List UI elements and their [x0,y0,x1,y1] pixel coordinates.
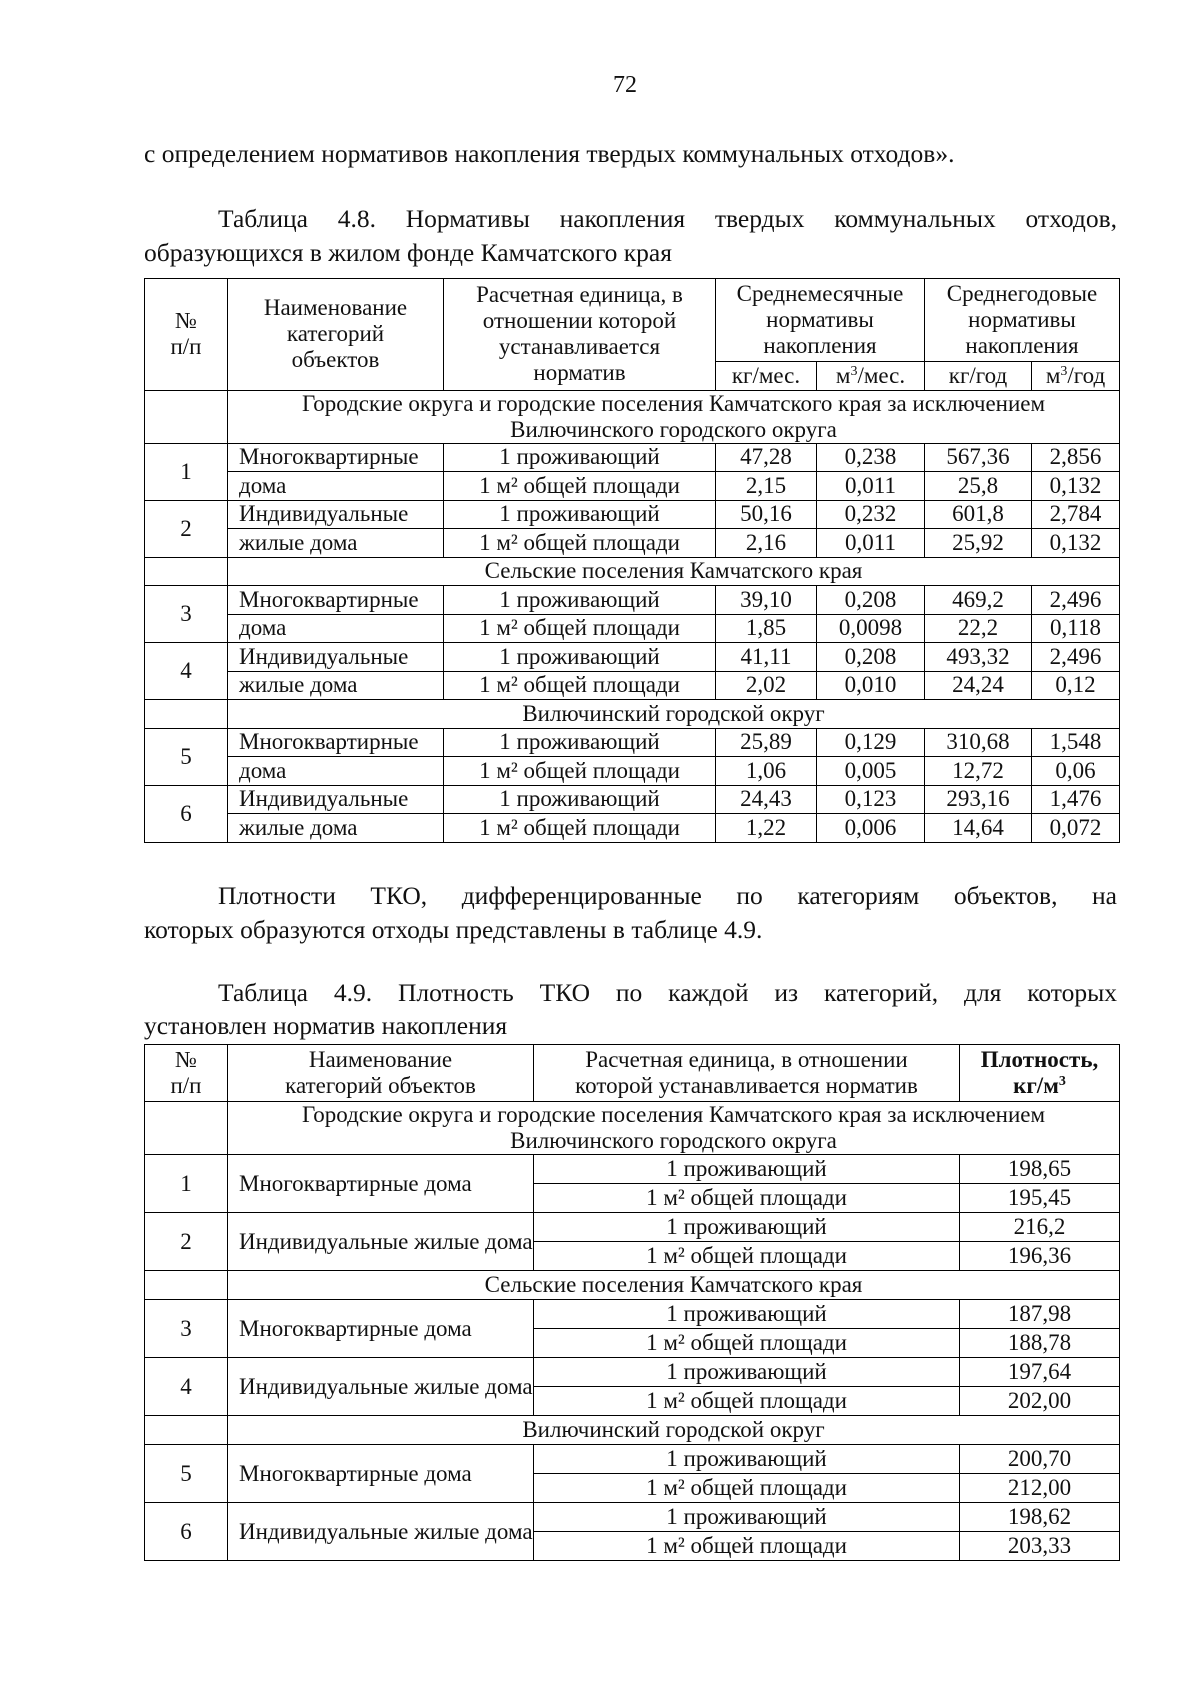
table-row [145,1213,1120,1242]
unit-cell: 1 проживающий [444,586,716,615]
value-cell: 25,8 [925,472,1032,501]
density-value: 196,36 [960,1242,1120,1271]
value-cell: 25,92 [925,529,1032,558]
value-cell: 1,476 [1032,785,1120,814]
value-cell: 41,11 [716,643,817,672]
category-name: дома [228,757,444,786]
header-density [960,1045,1120,1102]
header-unit: Расчетная единица, в отношении которой устанавливается норматив [534,1045,960,1102]
section-title-line: Вилючинского городского округа [510,1128,837,1153]
value-cell: 2,496 [1032,586,1120,615]
value-cell: 1,06 [716,757,817,786]
density-unit [1013,1073,1066,1098]
value-cell: 50,16 [716,500,817,529]
value-cell: 2,02 [716,671,817,700]
section-title-line: Вилючинский городской округ [522,1417,825,1442]
unit-text: м [835,362,851,388]
unit-cell: 1 проживающий [444,500,716,529]
value-cell: 2,15 [716,472,817,501]
unit-cell: 1 м² общей площади [534,1242,960,1271]
table-row [145,1503,1120,1532]
row-number: 3 [145,586,228,643]
value-cell: 2,496 [1032,643,1120,672]
unit-superscript: 3 [850,363,858,379]
density-label: Плотность, [980,1047,1099,1072]
section-title [228,1102,1120,1155]
table-row [145,614,1120,643]
value-cell: 493,32 [925,643,1032,672]
section-row [145,1416,1120,1445]
value-cell: 0,006 [817,814,925,843]
value-cell: 469,2 [925,586,1032,615]
row-number: 6 [145,1503,228,1561]
table49-caption-line1: Таблица 4.9. Плотность ТКО по каждой из категорий, для которых [218,978,1117,1007]
header-name: Наименование категорий объектов [228,1045,534,1102]
row-number: 6 [145,785,228,842]
table-4-9 [144,1044,1120,1561]
section-title [228,1416,1120,1445]
empty-cell [145,1416,228,1445]
intro-line: с определением нормативов накопления твердых коммунальных отходов». [144,139,955,168]
value-cell: 2,856 [1032,443,1120,472]
value-cell: 0,0098 [817,614,925,643]
row-number: 3 [145,1300,228,1358]
category-name: Индивидуальные [228,500,444,529]
table-row [145,1300,1120,1329]
empty-cell [145,700,228,729]
table-row [145,728,1120,757]
unit-cell: 1 проживающий [444,785,716,814]
unit-cell: 1 проживающий [444,643,716,672]
header-m3-year [1032,362,1120,391]
unit-text: /мес. [857,362,906,388]
value-cell: 0,011 [817,472,925,501]
category-name: Многоквартирные [228,586,444,615]
table-4-8 [144,278,1120,843]
category-name: Многоквартирные дома [228,1300,534,1358]
unit-cell: 1 м² общей площади [444,614,716,643]
value-cell: 24,24 [925,671,1032,700]
table-row [145,814,1120,843]
value-cell: 12,72 [925,757,1032,786]
table-row [145,671,1120,700]
category-name: жилые дома [228,671,444,700]
section-title-line: Вилючинского городского округа [510,416,837,442]
table-row [145,443,1120,472]
header-name: Наименование категорий объектов [228,279,444,391]
unit-cell: 1 проживающий [444,728,716,757]
value-cell: 1,548 [1032,728,1120,757]
unit-cell: 1 проживающий [444,443,716,472]
page-number: 72 [613,72,637,98]
section-row [145,1102,1120,1155]
category-name: Многоквартирные [228,728,444,757]
value-cell: 0,06 [1032,757,1120,786]
unit-cell: 1 м² общей площади [444,529,716,558]
density-value: 198,62 [960,1503,1120,1532]
value-cell: 0,005 [817,757,925,786]
unit-superscript: 3 [1060,363,1068,379]
section-title-line: Городские округа и городские поселения Камчатского края за исключением [301,390,1046,416]
section-title [228,700,1120,729]
value-cell: 14,64 [925,814,1032,843]
table-row [145,757,1120,786]
empty-cell [145,1102,228,1155]
value-cell: 1,85 [716,614,817,643]
value-cell: 601,8 [925,500,1032,529]
value-cell: 1,22 [716,814,817,843]
value-cell: 567,36 [925,443,1032,472]
section-title [228,390,1120,443]
table-row [145,1358,1120,1387]
row-number: 5 [145,728,228,785]
table-header-row [145,1045,1120,1102]
table-header-row [145,279,1120,362]
value-cell: 0,238 [817,443,925,472]
empty-cell [145,557,228,586]
unit-cell: 1 м² общей площади [444,757,716,786]
value-cell: 0,118 [1032,614,1120,643]
table49-caption-line2: установлен норматив накопления [144,1011,508,1040]
value-cell: 293,16 [925,785,1032,814]
unit-text: м [1045,362,1061,388]
header-kg-year: кг/год [925,362,1032,391]
density-value: 216,2 [960,1213,1120,1242]
unit-cell: 1 м² общей площади [534,1474,960,1503]
category-name: Индивидуальные [228,785,444,814]
paragraph-line1: Плотности ТКО, дифференцированные по категориям объектов, на [218,881,1117,910]
section-title [228,1271,1120,1300]
value-cell: 0,208 [817,586,925,615]
category-name: Индивидуальные [228,643,444,672]
section-title-line: Вилючинский городской округ [522,700,825,726]
value-cell: 0,12 [1032,671,1120,700]
value-cell: 24,43 [716,785,817,814]
density-value: 203,33 [960,1532,1120,1561]
header-m3-month [817,362,925,391]
category-name: Индивидуальные жилые дома [228,1213,534,1271]
value-cell: 310,68 [925,728,1032,757]
section-row [145,557,1120,586]
value-cell: 2,16 [716,529,817,558]
category-name: Многоквартирные дома [228,1445,534,1503]
value-cell: 22,2 [925,614,1032,643]
unit-cell: 1 проживающий [534,1300,960,1329]
table-row [145,529,1120,558]
category-name: Индивидуальные жилые дома [228,1358,534,1416]
value-cell: 0,011 [817,529,925,558]
value-cell: 0,072 [1032,814,1120,843]
density-value: 202,00 [960,1387,1120,1416]
header-kg-month: кг/мес. [716,362,817,391]
density-value: 187,98 [960,1300,1120,1329]
value-cell: 39,10 [716,586,817,615]
section-title-line: Сельские поселения Камчатского края [484,558,863,584]
empty-cell [145,1271,228,1300]
header-num: № п/п [145,1045,228,1102]
table-row [145,500,1120,529]
category-name: Многоквартирные [228,443,444,472]
value-cell: 47,28 [716,443,817,472]
unit-cell: 1 м² общей площади [444,671,716,700]
unit-text: кг/м [1013,1073,1059,1098]
category-name: дома [228,472,444,501]
value-cell: 0,132 [1032,472,1120,501]
density-value: 195,45 [960,1184,1120,1213]
unit-cell: 1 м² общей площади [534,1184,960,1213]
category-name: дома [228,614,444,643]
unit-cell: 1 проживающий [534,1155,960,1184]
category-name: Индивидуальные жилые дома [228,1503,534,1561]
row-number: 2 [145,500,228,557]
value-cell: 0,129 [817,728,925,757]
category-name: Многоквартирные дома [228,1155,534,1213]
value-cell: 2,784 [1032,500,1120,529]
row-number: 4 [145,643,228,700]
unit-cell: 1 м² общей площади [444,472,716,501]
header-unit: Расчетная единица, в отношении которой устанавливается норматив [444,279,716,391]
unit-cell: 1 м² общей площади [534,1329,960,1358]
unit-text: /год [1067,362,1106,388]
density-value: 197,64 [960,1358,1120,1387]
unit-cell: 1 проживающий [534,1445,960,1474]
unit-superscript: 3 [1058,1074,1066,1089]
value-cell: 0,232 [817,500,925,529]
unit-cell: 1 проживающий [534,1213,960,1242]
table-row [145,586,1120,615]
value-cell: 0,010 [817,671,925,700]
table-row [145,1155,1120,1184]
table-row [145,1445,1120,1474]
empty-cell [145,390,228,443]
section-row [145,700,1120,729]
table-row [145,643,1120,672]
table48-caption-line2: образующихся в жилом фонде Камчатского края [144,238,672,267]
row-number: 2 [145,1213,228,1271]
paragraph-line2: которых образуются отходы представлены в таблице 4.9. [144,915,763,944]
density-value: 200,70 [960,1445,1120,1474]
density-value: 212,00 [960,1474,1120,1503]
section-row [145,1271,1120,1300]
section-title-line: Сельские поселения Камчатского края [484,1272,863,1297]
unit-cell: 1 м² общей площади [534,1532,960,1561]
value-cell: 0,123 [817,785,925,814]
section-title [228,557,1120,586]
row-number: 4 [145,1358,228,1416]
table48-caption-line1: Таблица 4.8. Нормативы накопления твердых коммунальных отходов, [218,204,1117,233]
table-row [145,472,1120,501]
unit-cell: 1 проживающий [534,1503,960,1532]
unit-cell: 1 м² общей площади [444,814,716,843]
header-yearly: Среднегодовые нормативы накопления [925,279,1120,362]
row-number: 5 [145,1445,228,1503]
category-name: жилые дома [228,529,444,558]
category-name: жилые дома [228,814,444,843]
density-value: 188,78 [960,1329,1120,1358]
value-cell: 25,89 [716,728,817,757]
row-number: 1 [145,443,228,500]
value-cell: 0,208 [817,643,925,672]
header-monthly: Среднемесячные нормативы накопления [716,279,925,362]
unit-cell: 1 м² общей площади [534,1387,960,1416]
row-number: 1 [145,1155,228,1213]
table-row [145,785,1120,814]
value-cell: 0,132 [1032,529,1120,558]
unit-cell: 1 проживающий [534,1358,960,1387]
section-row [145,390,1120,443]
header-num: № п/п [145,279,228,391]
section-title-line: Городские округа и городские поселения Камчатского края за исключением [301,1102,1046,1127]
density-value: 198,65 [960,1155,1120,1184]
